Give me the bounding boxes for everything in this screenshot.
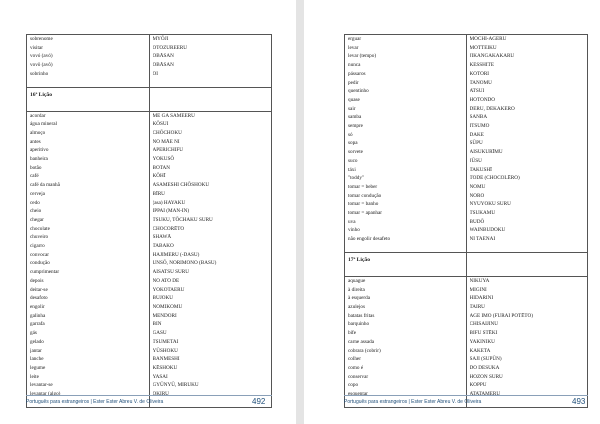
vocabulary-entry: erguar (348, 36, 362, 42)
vocabulary-entry: AISUKURĪMU (469, 149, 503, 156)
vocabulary-entry: YOKOTAERU (152, 286, 185, 293)
vocabulary-entry: desafoto (30, 295, 48, 302)
vocabulary-entry: chocolate (30, 225, 50, 232)
vocabulary-entry: KOPPU (469, 382, 487, 389)
vocabulary-entry: CHŌCHOKU (152, 129, 182, 136)
vocabulary-entry: conservar (348, 373, 369, 380)
vocabulary-entry: KĒSHOKU (152, 364, 178, 371)
vocabulary-entry: TAIRU (469, 303, 485, 310)
vocabulary-entry: tomar = banho (348, 201, 379, 208)
vocabulary-entry: SANBA (469, 114, 488, 121)
vocabulary-entry: tomar = beber (348, 183, 378, 190)
vocabulary-entry: colher (348, 356, 361, 363)
vocabulary-entry: DO DESUKA (469, 364, 500, 371)
vocabulary-entry: BANMESHI (152, 356, 180, 363)
vocabulary-entry: vovó (avó) (30, 53, 53, 60)
vocabulary-entry: TABAKO (152, 243, 174, 250)
vocabulary-entry: chuveiro (30, 234, 49, 241)
vocabulary-entry: samba (348, 114, 362, 121)
vocabulary-entry: suco (348, 157, 358, 164)
vocabulary-entry: APERICHIFU (152, 147, 184, 154)
vocabulary-entry: JIKANGAKAKARU (469, 53, 515, 60)
vocabulary-entry: sair (348, 105, 356, 112)
vocabulary-entry: tomar condução (348, 192, 382, 199)
vocabulary-entry: OBĀSAN (152, 53, 174, 60)
vocabulary-entry: gelado (30, 338, 44, 345)
page-number: 492 (252, 397, 266, 406)
table-row (27, 35, 272, 88)
vocabulary-entry: vinho (348, 227, 360, 234)
japanese-column (466, 276, 588, 407)
vocabulary-entry: BIFU STĒKI (469, 330, 498, 337)
vocabulary-entry: KESSHITE (469, 62, 494, 69)
vocabulary-entry: SAJI (SUPŪN) (469, 356, 502, 363)
vocabulary-entry: engolir (30, 303, 45, 310)
footer-caption: Português para estrangeiros | Ester Ester Abreu V. de Oliveira (26, 399, 164, 405)
vocabulary-entry: MENDORI (152, 312, 177, 319)
vocabulary-entry: KŌHĪ (152, 173, 166, 180)
vocabulary-entry: NI TAENAI (469, 236, 496, 243)
vocabulary-entry: OI (152, 70, 158, 77)
vocabulary-entry: sobrinho (30, 70, 49, 77)
vocabulary-entry: GYŪNYŪ, MIRUKU (152, 382, 199, 389)
vocabulary-entry: MYŌJI (152, 36, 169, 42)
vocabulary-entry: CHOCORĒTO (152, 225, 185, 232)
vocabulary-entry: condução (30, 260, 50, 267)
vocabulary-entry: levar (348, 44, 359, 51)
vocabulary-entry: cerveja (30, 190, 45, 197)
vocabulary-entry: ASAMESHI CHŌSHOKU (152, 182, 210, 189)
vocabulary-entry: ME GA SAMEERU (152, 112, 195, 119)
vocabulary-entry: JŪSU (469, 157, 482, 164)
vocabulary-entry: AISATSU SURU (152, 269, 189, 276)
table-row (345, 276, 588, 407)
left-page (0, 0, 296, 424)
vocabulary-entry: legume (30, 364, 46, 371)
vocabulary-entry: quase (348, 96, 360, 103)
page-footer (0, 395, 296, 409)
vocabulary-entry: HOTONDO (469, 96, 496, 103)
vocabulary-table (26, 34, 272, 408)
vocabulary-entry: TSUMETAI (152, 338, 179, 345)
japanese-column (466, 35, 588, 253)
vocabulary-entry: vovô (avô) (30, 62, 53, 69)
vocabulary-entry: levantar (algo) (30, 391, 61, 398)
vocabulary-entry: só (348, 131, 353, 138)
vocabulary-entry: YAKINIKU (469, 338, 495, 345)
vocabulary-entry: DAKE (469, 131, 484, 138)
vocabulary-entry: táxi (348, 166, 356, 173)
vocabulary-entry: HIDARINI (469, 295, 494, 302)
right-page (304, 0, 600, 424)
vocabulary-entry: OTOZUREERU (152, 44, 187, 51)
vocabulary-entry: OBĀSAN (152, 62, 174, 69)
vocabulary-entry: banheira (30, 156, 48, 163)
vocabulary-entry: como é (348, 364, 364, 371)
portuguese-column (27, 111, 150, 407)
vocabulary-entry: YŪSHOKU (152, 347, 178, 354)
vocabulary-entry: quentinho (348, 88, 369, 95)
lesson-heading: 17ª Lição (348, 256, 371, 263)
portuguese-column (345, 35, 467, 253)
vocabulary-entry: nunca (348, 62, 361, 69)
vocabulary-entry: cigarro (30, 243, 45, 250)
vocabulary-entry: convocar (30, 251, 50, 258)
lesson-heading: 16ª Lição (30, 91, 53, 98)
vocabulary-entry: batatas fritas (348, 312, 375, 319)
vocabulary-entry: (asa) HAYAKU (152, 199, 186, 206)
vocabulary-entry: "toddy" (348, 175, 365, 182)
vocabulary-entry: sorvete (348, 149, 363, 156)
portuguese-column (345, 276, 467, 407)
vocabulary-entry: pássaros (348, 70, 366, 77)
vocabulary-entry: BUJOKU (152, 295, 173, 302)
vocabulary-entry: BIN (152, 321, 162, 328)
vocabulary-entry: levar (tempo) (348, 53, 377, 60)
vocabulary-entry: esquentar (348, 391, 368, 398)
vocabulary-entry: sempre (348, 123, 363, 130)
vocabulary-entry: cumprimentar (30, 269, 60, 276)
vocabulary-entry: depois (30, 277, 44, 284)
vocabulary-entry: cedo (30, 199, 40, 206)
table-row (345, 35, 588, 253)
vocabulary-entry: TAKUSHĪ (469, 166, 492, 173)
vocabulary-entry: CHISAIJINU (469, 321, 499, 328)
vocabulary-entry: BUDŌ (469, 218, 485, 225)
vocabulary-entry: TANOMU (469, 79, 492, 86)
vocabulary-entry: NIKUYA (469, 277, 490, 284)
vocabulary-entry: BĪRU (152, 190, 165, 197)
page-number: 493 (572, 397, 586, 406)
vocabulary-entry: sopa (348, 140, 358, 147)
vocabulary-entry: ATATAMERU (469, 391, 501, 398)
vocabulary-entry: lanche (30, 356, 44, 363)
vocabulary-entry: MOCHI-AGERU (469, 36, 507, 42)
vocabulary-entry: leite (30, 373, 39, 380)
vocabulary-entry: tomar = apanhar (348, 210, 383, 217)
vocabulary-entry: YOKUSŌ (152, 156, 175, 163)
vocabulary-entry: água mineral (30, 121, 57, 128)
vocabulary-entry: AGE IMO (FURAI POTĒTO) (469, 312, 533, 319)
vocabulary-entry: à direita (348, 286, 365, 293)
vocabulary-entry: sobrenome (30, 36, 53, 42)
vocabulary-entry: OKIRU (152, 391, 169, 398)
vocabulary-entry: copo (348, 382, 359, 389)
vocabulary-entry: HAJIMERU (-DASU) (152, 251, 200, 258)
vocabulary-entry: NYUYOKU SURU (469, 201, 511, 208)
vocabulary-entry: aquague (348, 277, 366, 284)
table-row (27, 111, 272, 407)
vocabulary-entry: MOTTEIKU (469, 44, 497, 51)
vocabulary-entry: azulejos (348, 303, 365, 310)
footer-caption: Português para estrangeiros | Ester Ester Abreu V. de Oliveira (344, 399, 482, 405)
vocabulary-entry: visitar (30, 44, 43, 51)
vocabulary-entry: galinha (30, 312, 46, 319)
japanese-column (149, 35, 272, 88)
vocabulary-entry: pedir (348, 79, 359, 86)
vocabulary-entry: UNSŌ, NORIMONO (BASU) (152, 260, 217, 267)
vocabulary-entry: KOTORI (469, 70, 490, 77)
vocabulary-entry: café da manhã (30, 182, 60, 189)
vocabulary-entry: uva (348, 218, 356, 225)
vocabulary-entry: TSUKU, TŌCHAKU SURU (152, 216, 213, 223)
vocabulary-entry: aperitivo (30, 147, 49, 154)
vocabulary-entry: ATSUI (469, 88, 485, 95)
vocabulary-entry: NO MĀE NI (152, 138, 180, 145)
vocabulary-entry: ITSUMO (469, 123, 490, 130)
vocabulary-entry: NOMU (469, 183, 486, 190)
page-footer (304, 395, 600, 409)
vocabulary-entry: cheio (30, 208, 42, 215)
vocabulary-entry: almoço (30, 129, 46, 136)
japanese-column (149, 111, 272, 407)
vocabulary-entry: deitar-se (30, 286, 48, 293)
vocabulary-entry: SHAWĀ (152, 234, 172, 241)
vocabulary-entry: carne assada (348, 338, 375, 345)
portuguese-column (27, 35, 150, 88)
vocabulary-table (344, 34, 588, 408)
vocabulary-entry: NOMIKOMU (152, 303, 183, 310)
vocabulary-entry: MIGINI (469, 286, 487, 293)
vocabulary-entry: à esquerda (348, 295, 371, 302)
vocabulary-entry: SŪPU (469, 140, 483, 147)
vocabulary-entry: gás (30, 330, 37, 337)
vocabulary-entry: barquinho (348, 321, 370, 328)
vocabulary-entry: não engolir desafeto (348, 236, 391, 243)
vocabulary-entry: DERU, DEKAKERO (469, 105, 515, 112)
vocabulary-entry: KŌSUI (152, 121, 169, 128)
vocabulary-entry: bife (348, 330, 357, 337)
vocabulary-entry: chegar (30, 216, 44, 223)
vocabulary-entry: WAINBUDOKU (469, 227, 506, 234)
vocabulary-entry: IPPAI (MAN-IN) (152, 208, 190, 215)
vocabulary-entry: HOZON SURU (469, 373, 503, 380)
vocabulary-entry: TSUKAMU (469, 210, 496, 217)
vocabulary-entry: GASU (152, 330, 167, 337)
vocabulary-entry: YASAI (152, 373, 168, 380)
vocabulary-entry: BOTAN (152, 164, 170, 171)
vocabulary-entry: jantar (30, 347, 42, 354)
vocabulary-entry: cobrara (cobrir) (348, 347, 381, 354)
vocabulary-entry: acordar (30, 112, 46, 119)
vocabulary-entry: levantar-se (30, 382, 53, 389)
vocabulary-entry: TODE (CHOCOLĒRO) (469, 175, 520, 182)
vocabulary-entry: KAKETA (469, 347, 491, 354)
vocabulary-entry: café (30, 173, 39, 180)
vocabulary-entry: garrafa (30, 321, 45, 328)
footer-rule (26, 395, 272, 396)
vocabulary-entry: antes (30, 138, 41, 145)
table-row (345, 252, 588, 276)
table-row (27, 87, 272, 111)
vocabulary-entry: NO ATO DE (152, 277, 180, 284)
footer-rule (344, 395, 588, 396)
vocabulary-entry: NORO (469, 192, 485, 199)
vocabulary-entry: botão (30, 164, 42, 171)
